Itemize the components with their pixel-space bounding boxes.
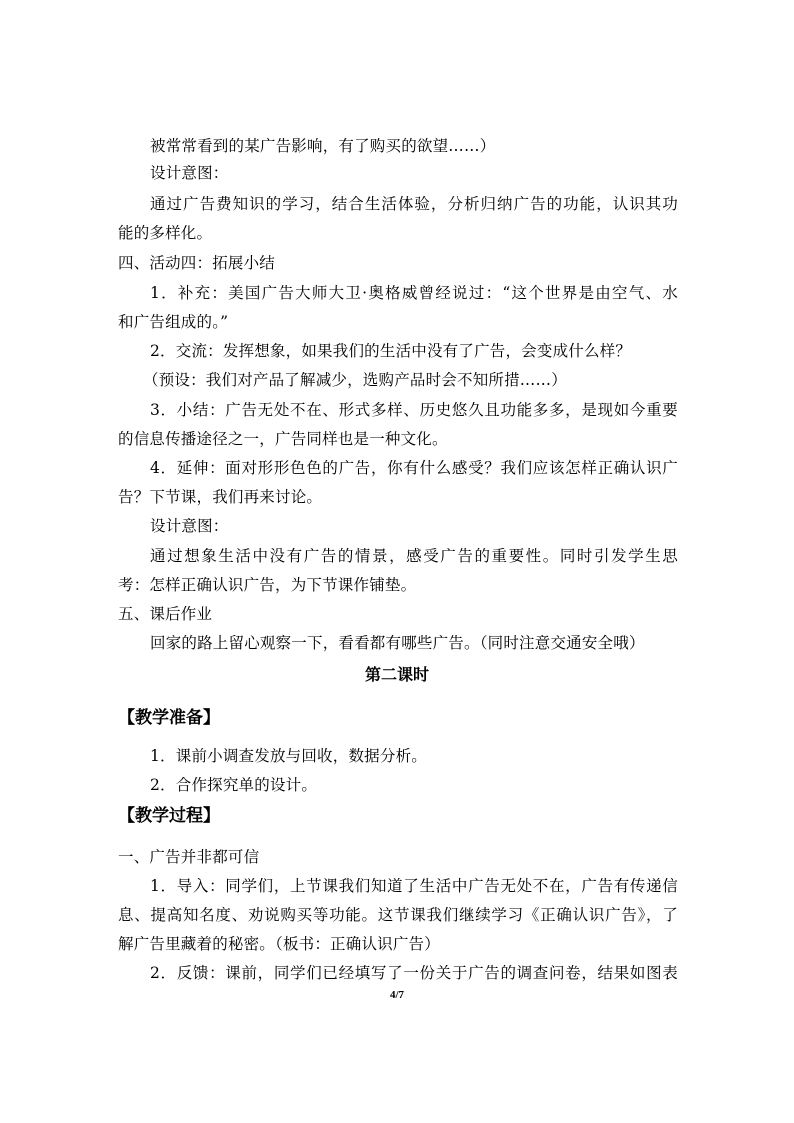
paragraph-line: 考：怎样正确认识广告，为下节课作铺垫。 — [118, 576, 417, 594]
paragraph-line: 能的多样化。 — [118, 224, 213, 242]
prep-item: 1．课前小调查发放与回收，数据分析。 — [150, 747, 427, 765]
paragraph-line: 解广告里藏着的秘密。（板书：正确认识广告） — [118, 935, 440, 953]
paragraph-line: 回家的路上留心观察一下，看看都有哪些广告。（同时注意交通安全哦） — [150, 634, 645, 652]
paragraph-line: 1．导入：同学们，上节课我们知道了生活中广告无处不在，广告有传递信 — [150, 877, 678, 895]
paragraph-line: 4．延伸：面对形形色色的广告，你有什么感受？我们应该怎样正确认识广 — [150, 459, 678, 477]
paragraph-line: 告？下节课，我们再来讨论。 — [118, 488, 323, 506]
prep-item: 2．合作探究单的设计。 — [150, 776, 318, 794]
paragraph-line: 的信息传播途径之一，广告同样也是一种文化。 — [118, 430, 448, 448]
section-heading-part-1: 一、广告并非都可信 — [118, 848, 260, 866]
paragraph-line: 通过想象生活中没有广告的情景，感受广告的重要性。同时引发学生思 — [150, 547, 678, 565]
paragraph-line: 和广告组成的。” — [118, 313, 229, 331]
paragraph-line: 2．反馈：课前，同学们已经填写了一份关于广告的调查问卷，结果如图表 — [150, 964, 678, 982]
lesson-title: 第二课时 — [364, 665, 429, 684]
paragraph-line: 息、提高知名度、劝说购买等功能。这节课我们继续学习《正确认识广告》，了 — [118, 906, 678, 924]
paragraph-line: 通过广告费知识的学习，结合生活体验，分析归纳广告的功能，认识其功 — [150, 195, 678, 213]
prep-heading: 【教学准备】 — [118, 708, 220, 728]
process-heading: 【教学过程】 — [118, 806, 220, 826]
paragraph-line: （预设：我们对产品了解减少，选购产品时会不知所措……） — [143, 371, 567, 389]
paragraph-line: 被常常看到的某广告影响，有了购买的欲望……） — [150, 137, 496, 155]
paragraph-line: 2．交流：发挥想象，如果我们的生活中没有了广告，会变成什么样？ — [150, 342, 632, 360]
design-intent-label: 设计意图： — [150, 517, 229, 535]
paragraph-line: 3．小结：广告无处不在、形式多样、历史悠久且功能多多，是现如今重要 — [150, 401, 678, 419]
design-intent-label: 设计意图： — [150, 164, 229, 182]
section-heading-activity-4: 四、活动四：拓展小结 — [118, 254, 276, 272]
page-number: 4/7 — [389, 989, 405, 1001]
paragraph-line: 1．补充：美国广告大师大卫·奥格威曾经说过：“这个世界是由空气、水 — [150, 284, 678, 302]
section-heading-homework: 五、课后作业 — [118, 605, 213, 623]
